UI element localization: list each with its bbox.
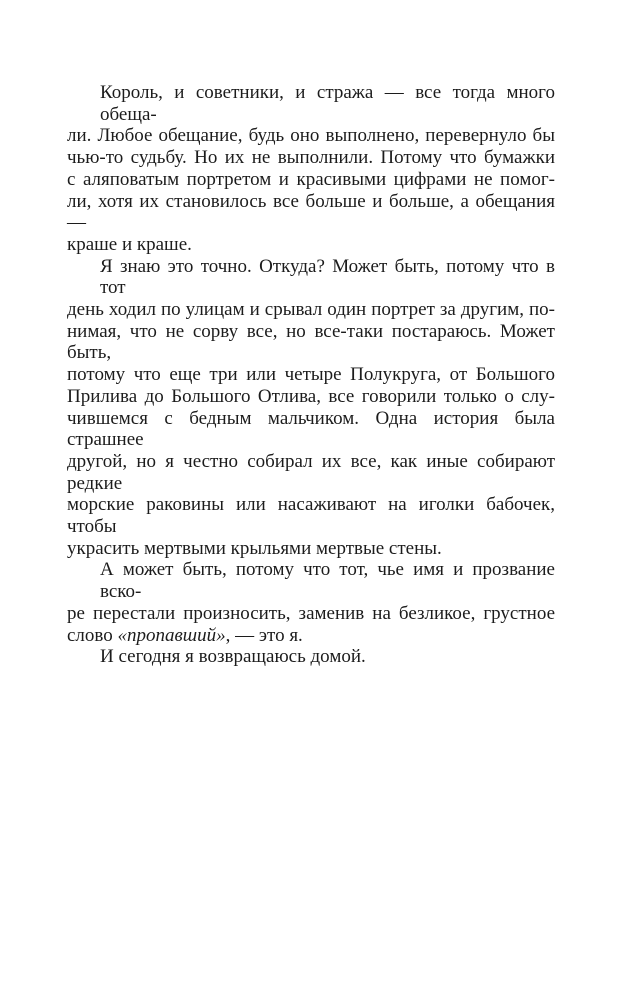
text-line: чью-то судьбу. Но их не выполнили. Потому что бумажки: [67, 147, 555, 169]
text-block: [67, 82, 555, 668]
text-segment: , — это я.: [225, 624, 303, 646]
italic-word: «пропавший»: [117, 624, 226, 646]
text-line: потому что еще три или четыре Полукруга, от Большого: [67, 364, 555, 386]
text-line: ли. Любое обещание, будь оно выполнено, перевернуло бы: [67, 125, 555, 147]
paragraph: [67, 559, 555, 646]
text-line: [67, 625, 555, 647]
paragraph: [67, 256, 555, 560]
text-line: нимая, что не сорву все, но все-таки постараюсь. Может быть,: [67, 320, 555, 364]
text-line: А может быть, потому что тот, чье имя и прозвание вско-: [100, 559, 555, 603]
text-line: ли, хотя их становилось все больше и больше, а обещания —: [67, 190, 555, 234]
text-line: Я знаю это точно. Откуда? Может быть, потому что в тот: [100, 255, 555, 299]
text-line: чившемся с бедным мальчиком. Одна история была страшнее: [67, 407, 555, 451]
text-line: ре перестали произносить, заменив на безликое, грустное: [67, 602, 555, 624]
text-line: с аляповатым портретом и красивыми цифрами не помог-: [67, 168, 555, 190]
text-segment: слово: [67, 624, 118, 646]
text-line: Прилива до Большого Отлива, все говорили только о слу-: [67, 385, 555, 407]
paragraph: [67, 82, 555, 256]
text-line: краше и краше.: [67, 233, 192, 255]
paragraph: [67, 646, 555, 668]
text-line: И сегодня я возвращаюсь домой.: [100, 646, 366, 668]
text-line: украсить мертвыми крыльями мертвые стены.: [67, 537, 442, 559]
text-line: день ходил по улицам и срывал один портрет за другим, по-: [67, 299, 555, 321]
text-line: другой, но я честно собирал их все, как иные собирают редкие: [67, 450, 555, 494]
text-line: Король, и советники, и стража — все тогда много обеща-: [100, 82, 555, 125]
text-line: морские раковины или насаживают на иголки бабочек, чтобы: [67, 494, 555, 538]
